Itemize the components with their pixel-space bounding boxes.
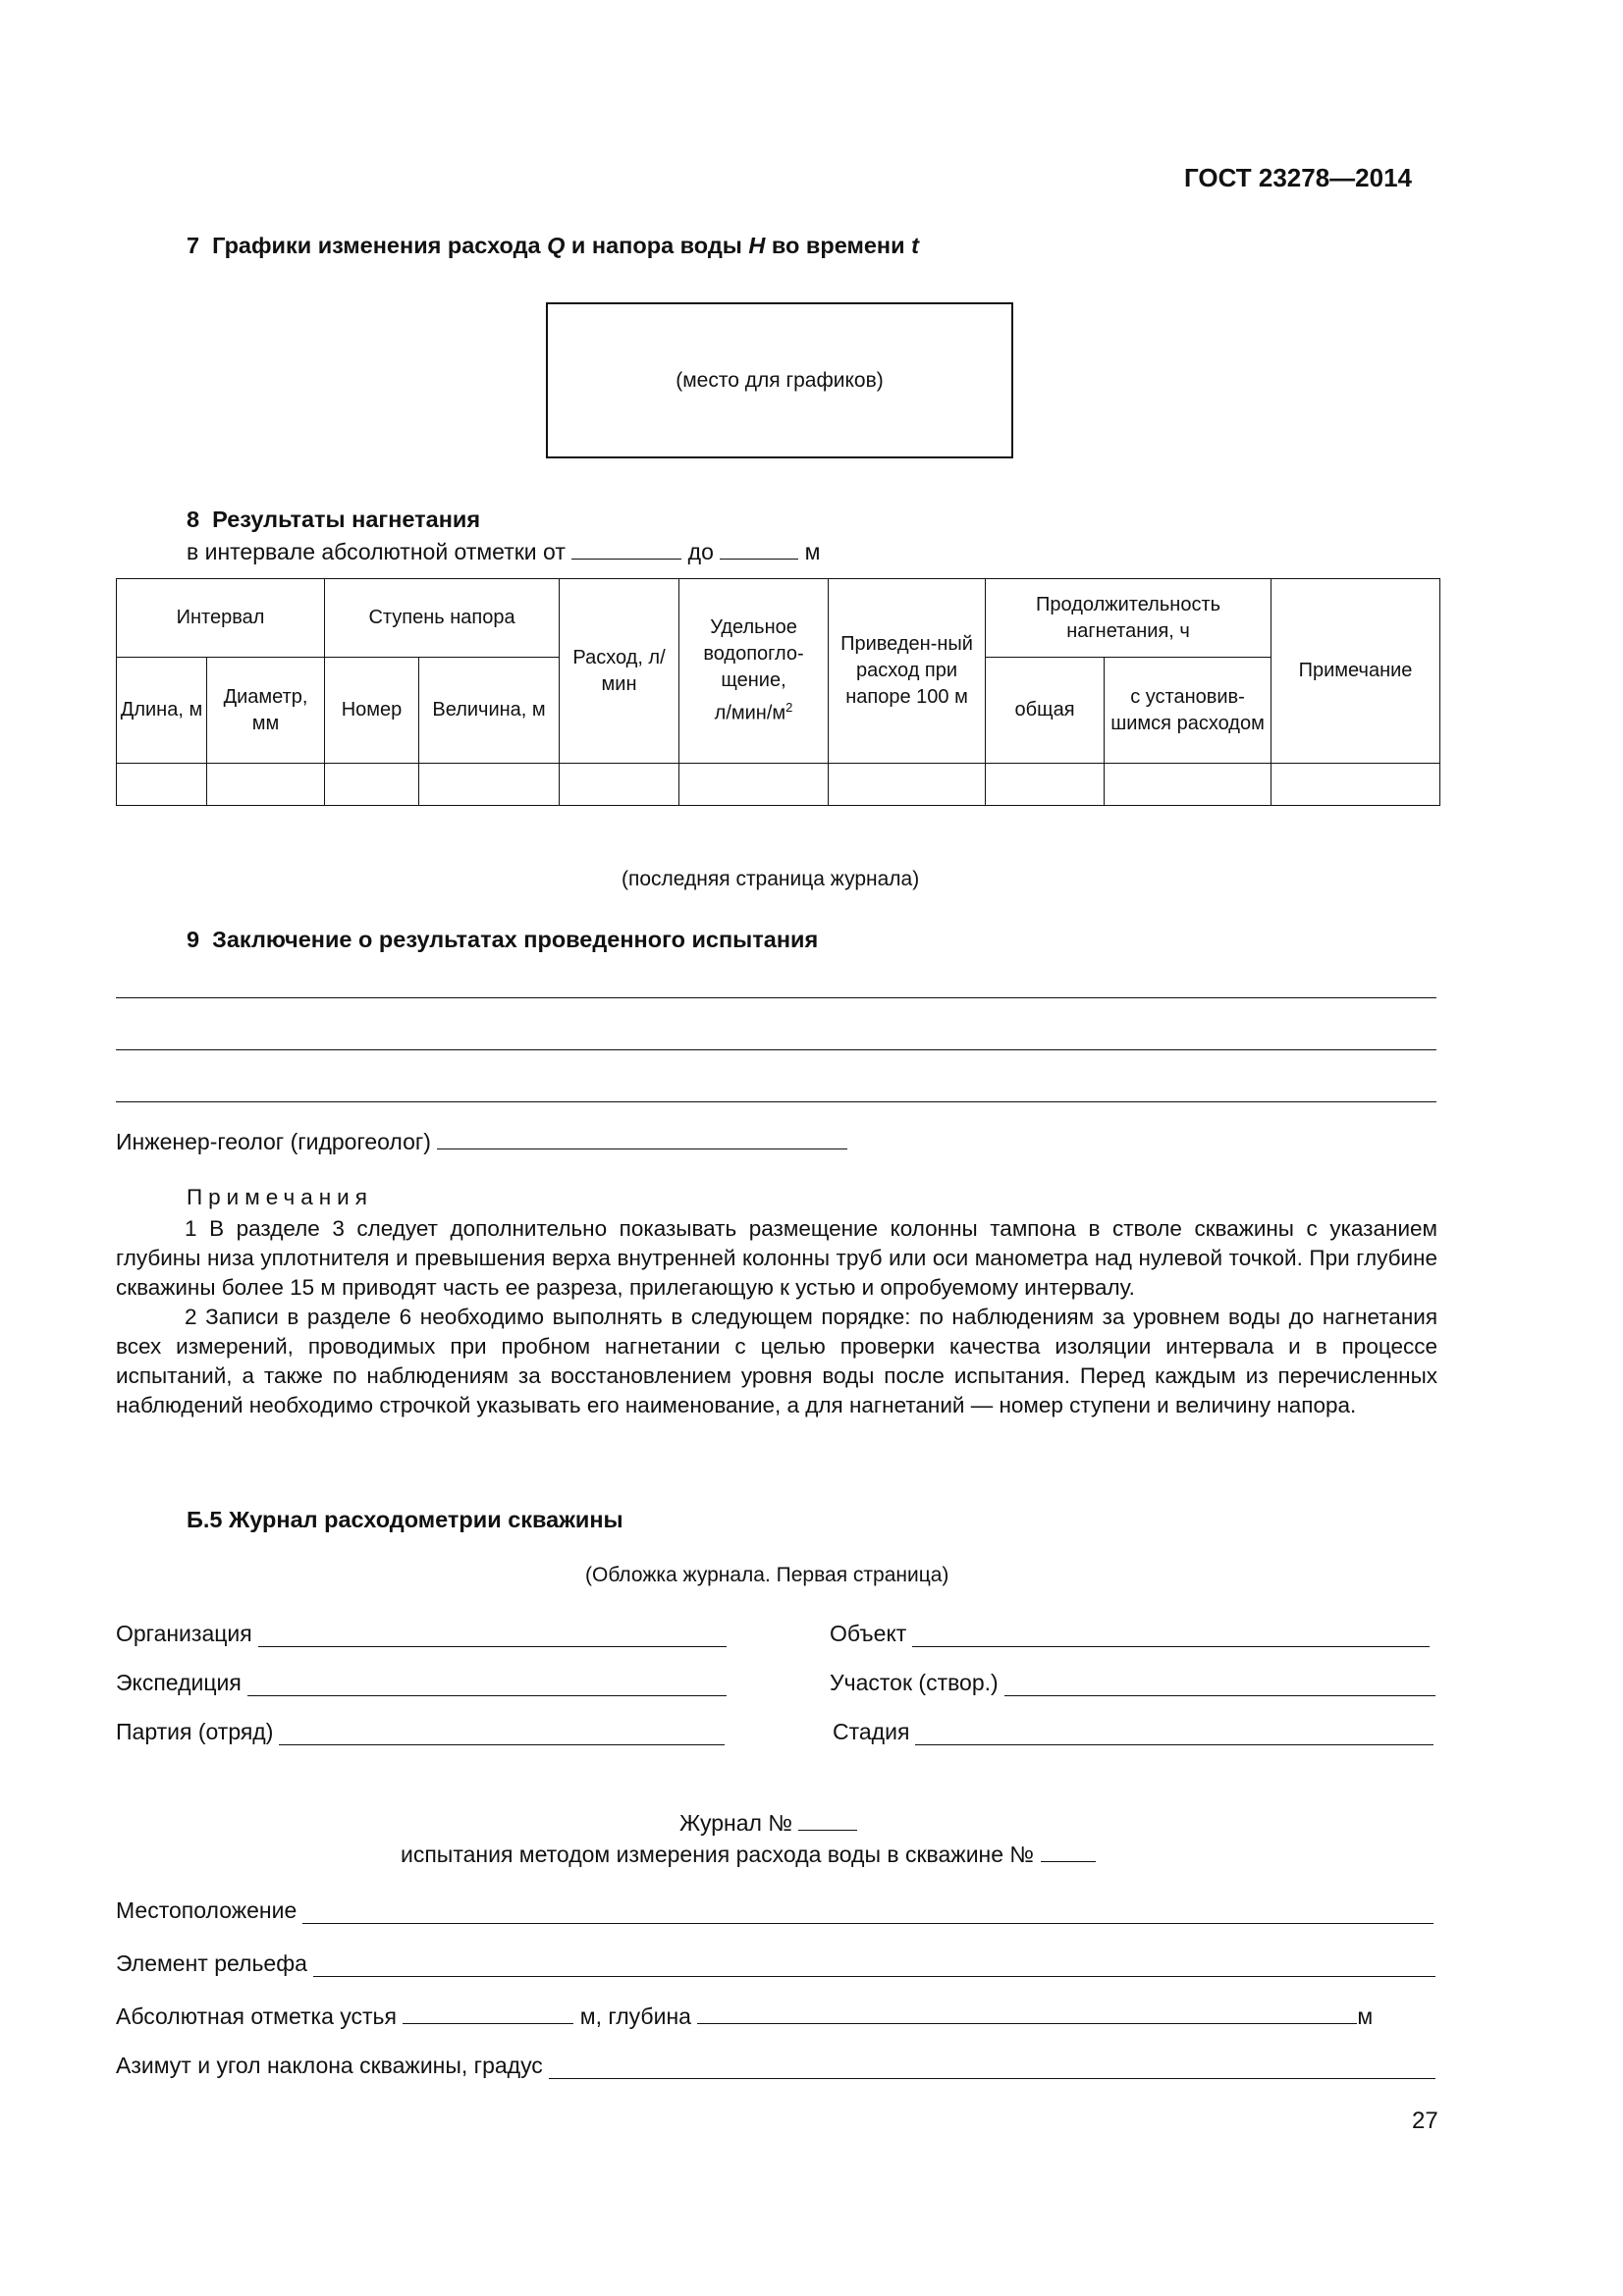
stage-label: Стадия: [833, 1719, 910, 1744]
journal-label: Журнал №: [679, 1810, 792, 1836]
expedition-field[interactable]: [247, 1674, 727, 1696]
relief-label: Элемент рельефа: [116, 1950, 307, 1976]
header-specific-absorption: [679, 579, 829, 764]
expedition-row: [116, 1670, 727, 1696]
specific-line-2: щение,: [721, 669, 786, 692]
site-field[interactable]: [1004, 1674, 1435, 1696]
interval-line: [187, 537, 820, 565]
interval-prefix: в интервале абсолютной отметки от: [187, 539, 566, 564]
header-flow: Расход, л/мин: [560, 579, 679, 764]
table-cell[interactable]: [1271, 764, 1440, 806]
journal-number-line: [679, 1808, 857, 1837]
azimuth-label: Азимут и угол наклона скважины, градус: [116, 2053, 543, 2078]
interval-to-label: до: [687, 539, 714, 564]
azimuth-field[interactable]: [549, 2056, 1435, 2079]
graph-placeholder-label: (место для графиков): [676, 368, 884, 392]
interval-from-field[interactable]: [571, 537, 681, 560]
elevation-row: [116, 2002, 1373, 2030]
journal-number-field[interactable]: [798, 1808, 857, 1831]
table-cell[interactable]: [560, 764, 679, 806]
last-page-label: (последняя страница журнала): [622, 868, 920, 890]
location-field[interactable]: [302, 1901, 1434, 1924]
symbol-h: H: [748, 233, 766, 258]
stage-field[interactable]: [915, 1723, 1434, 1745]
header-reduced-flow: Приведен-ный расход при напоре 100 м: [829, 579, 986, 764]
location-label: Местоположение: [116, 1897, 298, 1923]
engineer-line: [116, 1127, 847, 1155]
specific-line-1: Удельное водопогло-: [703, 616, 804, 666]
elevation-field[interactable]: [403, 2002, 573, 2024]
interval-unit: м: [804, 539, 821, 564]
section-9-title-text: Заключение о результатах проведенного испытания: [212, 927, 819, 952]
header-total: общая: [986, 658, 1105, 764]
table-cell[interactable]: [829, 764, 986, 806]
organization-label: Организация: [116, 1621, 252, 1646]
conclusion-line-2[interactable]: [116, 1049, 1436, 1050]
note-2: 2 Записи в разделе 6 необходимо выполнять в следующем порядке: по наблюдениям за уровнем воды до нагнетания всех измерений, проводимых при пробном нагнетании с целью проверки качества изоляции интервала и в процессе испытаний, а также по наблюдениям за восстановлением уровня воды после испытания. Перед каждым из перечисленных наблюдений необходимо строчкой указывать его наименование, а для нагнетаний — номер ступени и величину напора.: [116, 1305, 1437, 1417]
notes-body: [116, 1214, 1437, 1420]
page-number: 27: [1412, 2108, 1438, 2134]
depth-label: м, глубина: [579, 2003, 691, 2029]
specific-superscript: 2: [785, 700, 793, 716]
organization-field[interactable]: [258, 1625, 727, 1647]
header-length: Длина, м: [117, 658, 207, 764]
table-row: [117, 764, 1440, 806]
document-id: ГОСТ 23278—2014: [1184, 163, 1412, 192]
journal-subtitle-line: [401, 1840, 1096, 1868]
stage-row: [833, 1719, 1434, 1745]
depth-field[interactable]: [697, 2002, 1357, 2024]
symbol-q: Q: [547, 233, 566, 258]
table-cell[interactable]: [325, 764, 419, 806]
relief-field[interactable]: [313, 1954, 1435, 1977]
engineer-label: Инженер-геолог (гидрогеолог): [116, 1129, 431, 1154]
party-field[interactable]: [279, 1723, 725, 1745]
table-cell[interactable]: [1105, 764, 1271, 806]
b5-title: Б.5 Журнал расходометрии скважины: [187, 1507, 623, 1532]
table-cell[interactable]: [986, 764, 1105, 806]
object-row: [830, 1621, 1430, 1647]
table-cell[interactable]: [419, 764, 560, 806]
conclusion-line-3[interactable]: [116, 1101, 1436, 1102]
conclusion-line-1[interactable]: [116, 997, 1436, 998]
object-label: Объект: [830, 1621, 907, 1646]
section-9-number: 9: [187, 927, 200, 952]
notes-heading: Примечания: [187, 1185, 373, 1209]
location-row: [116, 1897, 1434, 1924]
graph-placeholder-box: [546, 302, 1013, 458]
header-steady: с установив-шимся расходом: [1105, 658, 1271, 764]
expedition-label: Экспедиция: [116, 1670, 242, 1695]
table-cell[interactable]: [679, 764, 829, 806]
section-9-title: [187, 927, 818, 953]
header-interval: Интервал: [117, 579, 325, 658]
party-row: [116, 1719, 725, 1745]
specific-line-3: л/мин/м: [714, 702, 786, 724]
header-duration: Продолжительность нагнетания, ч: [986, 579, 1271, 658]
interval-to-field[interactable]: [720, 537, 798, 560]
section-8-title: [187, 507, 480, 533]
section-8-title-text: Результаты нагнетания: [212, 507, 481, 532]
azimuth-row: [116, 2053, 1435, 2079]
symbol-t: t: [911, 233, 919, 258]
section-8-number: 8: [187, 507, 200, 532]
section-7-number: 7: [187, 233, 200, 258]
site-row: [830, 1670, 1435, 1696]
party-label: Партия (отряд): [116, 1719, 274, 1744]
journal-subtitle: испытания методом измерения расхода воды в скважине №: [401, 1842, 1035, 1867]
header-pressure-step: Ступень напора: [325, 579, 560, 658]
table-cell[interactable]: [117, 764, 207, 806]
well-number-field[interactable]: [1041, 1840, 1096, 1862]
header-diameter: Диаметр, мм: [207, 658, 325, 764]
header-value: Величина, м: [419, 658, 560, 764]
object-field[interactable]: [912, 1625, 1430, 1647]
note-1: 1 В разделе 3 следует дополнительно показывать размещение колонны тампона в стволе скважины с указанием глубины низа уплотнителя и превышения верха внутренней колонны труб или оси манометра над нулевой точкой. При глубине скважины более 15 м приводят часть ее разреза, прилегающую к устью и опробуемому интервалу.: [116, 1216, 1437, 1300]
section-7-title-part: и напора воды: [565, 233, 749, 258]
organization-row: [116, 1621, 727, 1647]
header-note: Примечание: [1271, 579, 1440, 764]
relief-row: [116, 1950, 1435, 1977]
cover-label: (Обложка журнала. Первая страница): [585, 1564, 949, 1586]
section-7-title-part: во времени: [765, 233, 912, 258]
injection-results-table: [116, 578, 1440, 806]
depth-unit: м: [1357, 2003, 1374, 2029]
site-label: Участок (створ.): [830, 1670, 999, 1695]
header-number: Номер: [325, 658, 419, 764]
elevation-label: Абсолютная отметка устья: [116, 2003, 397, 2029]
engineer-signature-field[interactable]: [437, 1127, 847, 1149]
table-cell[interactable]: [207, 764, 325, 806]
section-7-title: [187, 233, 919, 259]
section-7-title-part: Графики изменения расхода: [212, 233, 548, 258]
